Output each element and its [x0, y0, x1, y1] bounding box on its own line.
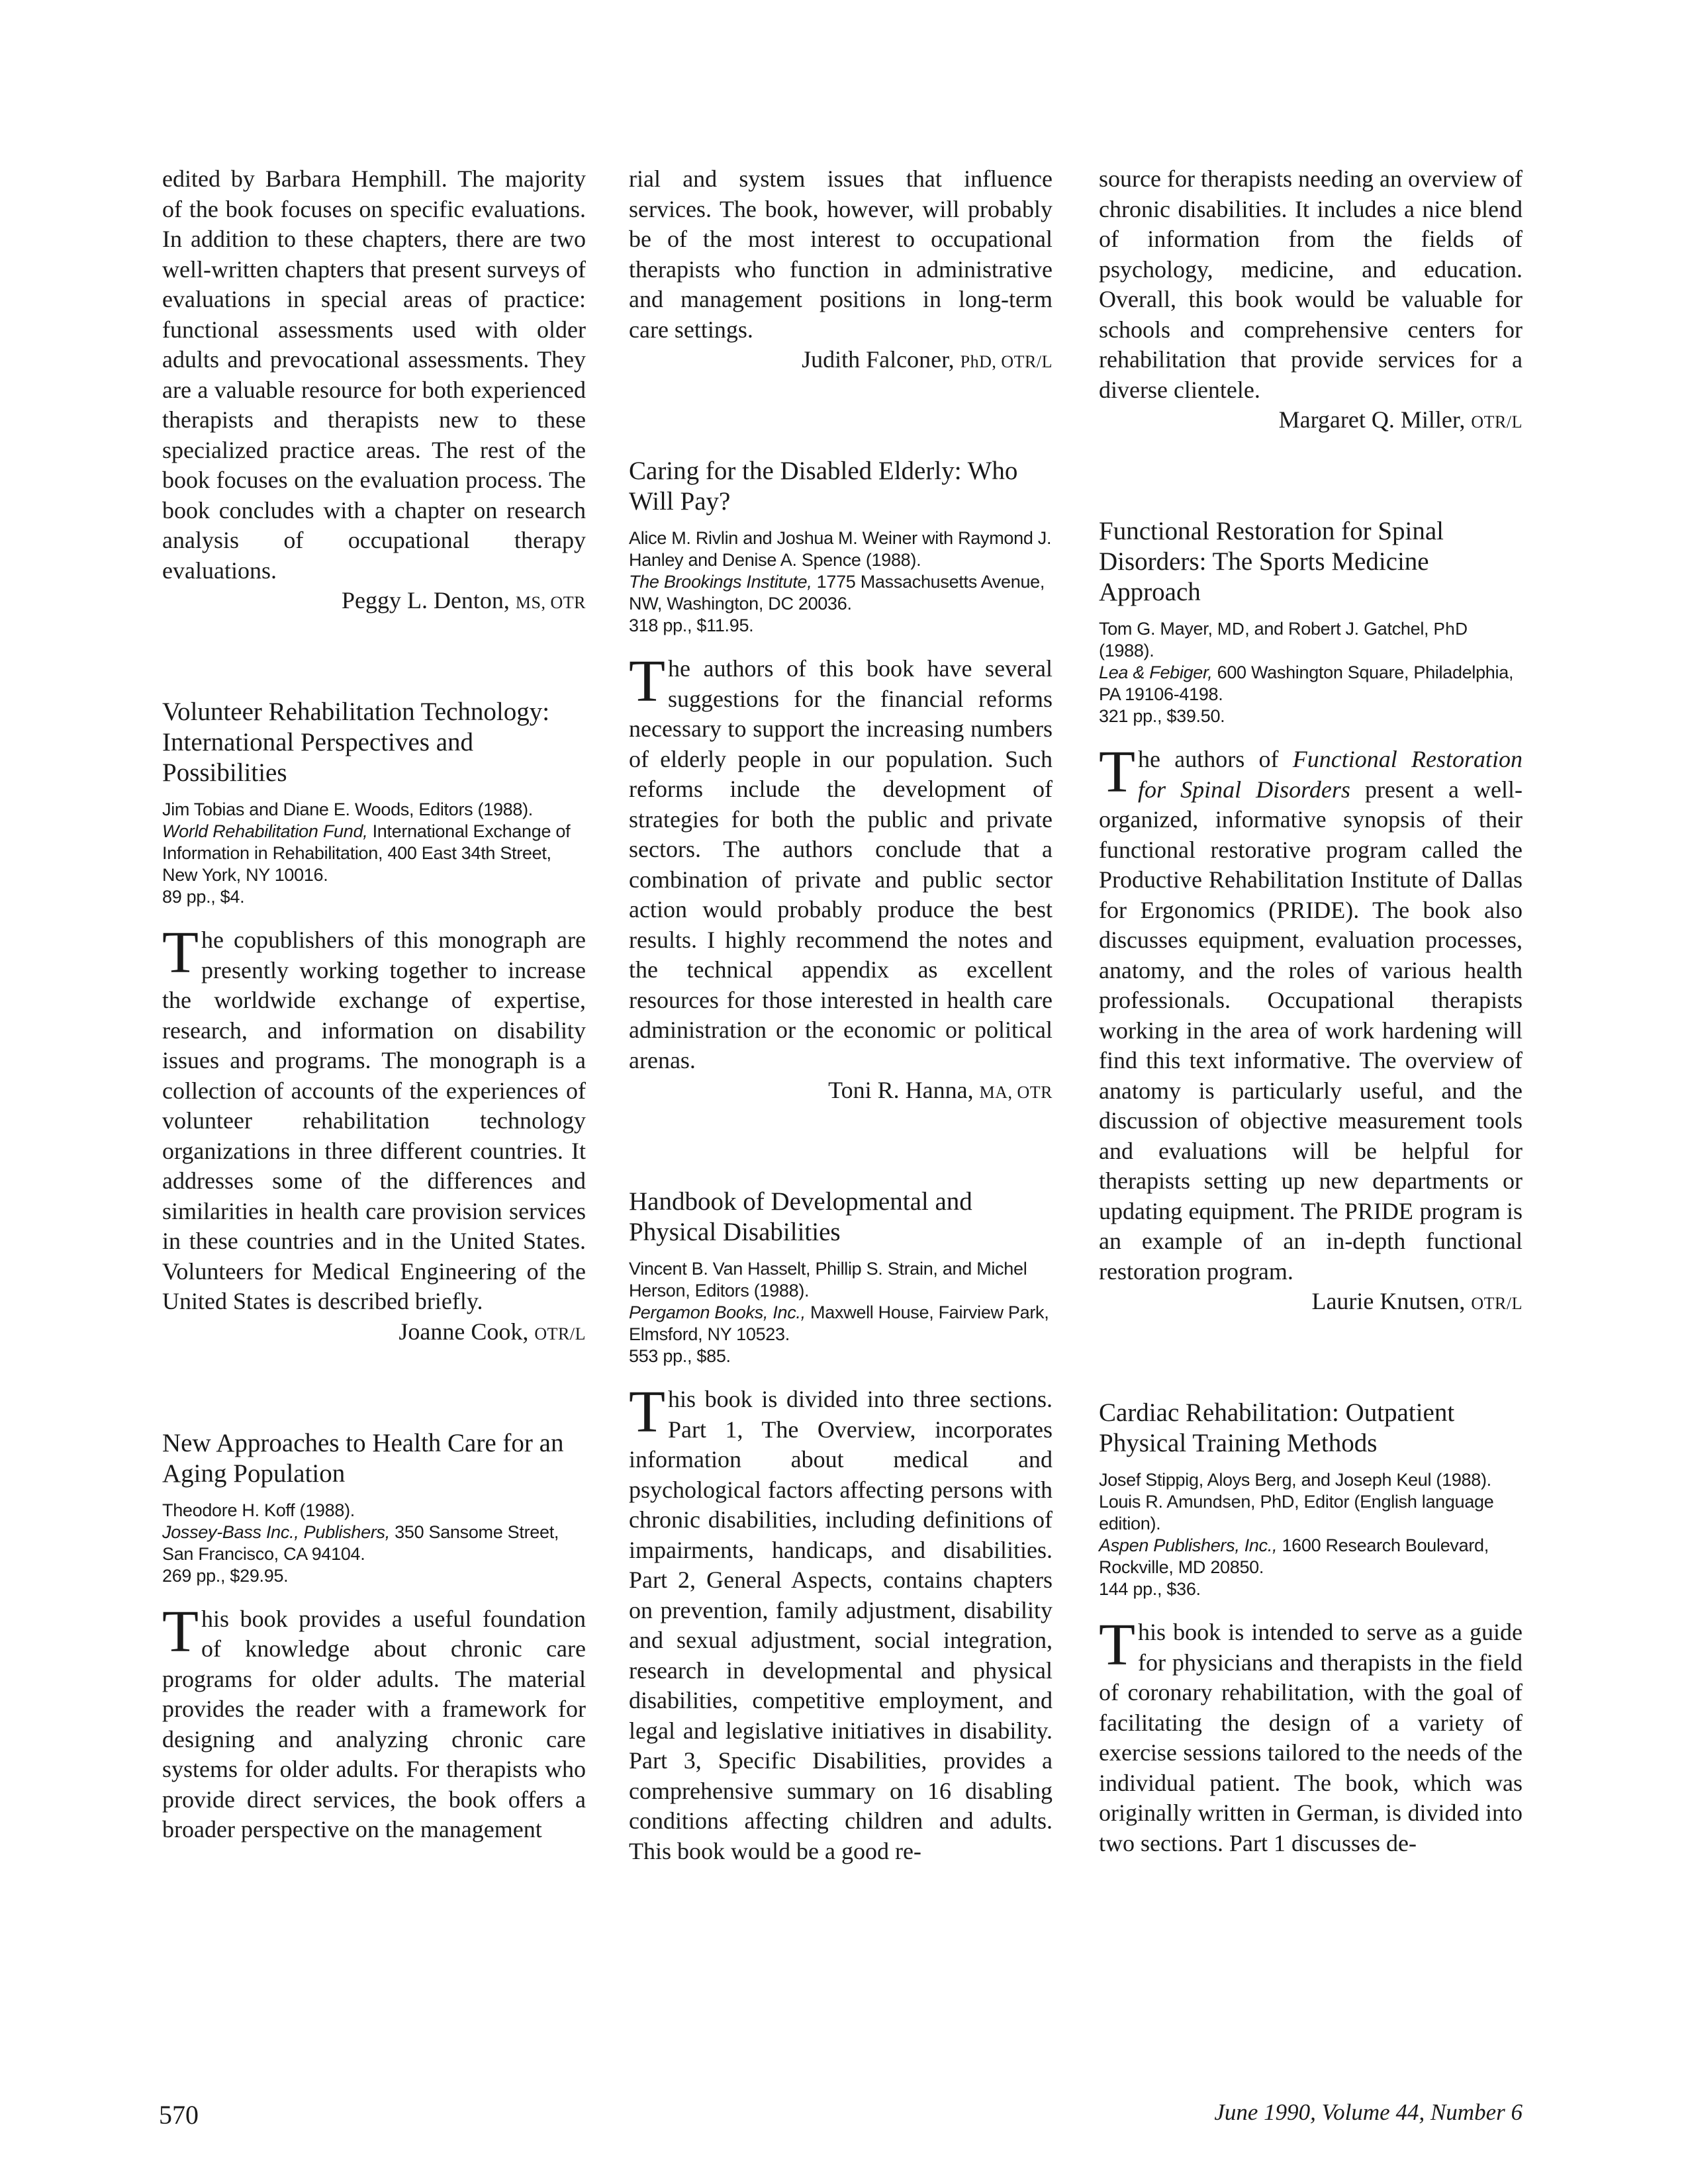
- review-title: Functional Restoration for Spinal Disorders: The Sports Medicine Approach: [1099, 517, 1444, 606]
- book-citation: Vincent B. Van Hasselt, Phillip S. Strain, and Michel Herson, Editors (1988). Pergamon Books, Inc., Maxwell House, Fairview Park, Elmsford, NY 10523. 553 pp., $85.: [629, 1259, 1049, 1366]
- book-citation: Josef Stippig, Aloys Berg, and Joseph Keul (1988). Louis R. Amundsen, PhD, Editor (English language edition). Aspen Publishers, Inc., 1600 Research Boulevard, Rockville, MD 20850. 144 pp., $36.: [1099, 1470, 1494, 1599]
- column-2: [629, 164, 1053, 1866]
- review-cardiac-rehabilitation: [1099, 1398, 1523, 1858]
- continuation-text: rial and system issues that influence services. The book, however, will probably be of the most interest to occupational therapists who function in administrative and management positions in long-term care settings.: [629, 165, 1053, 343]
- review-text: The authors of this book have several suggestions for the financial reforms necessary to support the increasing numbers of elderly people in our population. Such reforms include the development of strategies for both the public and private sectors. The authors conclude that a combination of private and public sector action would probably produce the best results. I highly recommend the notes and the technical appendix as excellent resources for those interested in health care administration or the economic or political arenas.: [629, 649, 1053, 1073]
- reviewer: Toni R. Hanna, MA, OTR: [828, 1077, 1053, 1103]
- journal-info: June 1990, Volume 44, Number 6: [1214, 2099, 1523, 2125]
- review-title: Handbook of Developmental and Physical Disabilities: [629, 1187, 972, 1246]
- reviewer: Peggy L. Denton, MS, OTR: [341, 587, 586, 614]
- review-text: This book is divided into three sections. Part 1, The Overview, incorporates information about medical and psychological factors affecting persons with chronic disabilities, including definitions of impairments, handicaps, and disabilities. Part 2, General Aspects, contains chapters on prevention, family adjustment, disability and sexual adjustment, social integration, research in developmental and physical disabilities, competitive employment, and legal and legislative initiatives in disability. Part 3, Specific Disabilities, provides a comprehensive summary on 16 disabling conditions affecting children and adults. This book would be a good re-: [629, 1379, 1053, 1864]
- review-title: New Approaches to Health Care for an Aging Population: [162, 1428, 564, 1488]
- book-title-italic: Functional Restoration for Spinal Disorders: [1137, 746, 1523, 803]
- review-text: The authors of Functional Restoration for Spinal Disorders present a well-organized, informative synopsis of their functional restorative program called the Productive Rehabilitation Institute of Dallas for Ergonomics (PRIDE). The book also discusses equipment, evaluation processes, anatomy, and the roles of various health professionals. Occupational therapists working in the area of work hardening will find this text informative. The overview of anatomy is particularly useful, and the discussion of objective measurement tools and evaluations will be helpful for therapists setting up new departments or updating equipment. The PRIDE program is an example of an in-depth functional restoration program.: [1099, 739, 1523, 1285]
- drop-cap: T: [162, 920, 199, 985]
- review-title: Caring for the Disabled Elderly: Who Will Pay?: [629, 457, 1018, 516]
- review-caring-disabled-elderly: [629, 456, 1053, 1107]
- drop-cap: T: [162, 1598, 199, 1664]
- column-1: [162, 164, 586, 1845]
- page-number: 570: [159, 2100, 199, 2130]
- continuation-text: source for therapists needing an overview of chronic disabilities. It includes a nice blend of information from the fields of psychology, medicine, and education. Overall, this book would be valuable for schools and comprehensive centers for rehabilitation that provide services for a diverse clientele.: [1099, 165, 1523, 403]
- book-citation: Alice M. Rivlin and Joshua M. Weiner with Raymond J. Hanley and Denise A. Spence (1988). The Brookings Institute, 1775 Massachusetts Avenue, NW, Washington, DC 20036. 318 pp., $11.95.: [629, 528, 1052, 635]
- column-3: [1099, 164, 1523, 1858]
- review-text: This book is intended to serve as a guide for physicians and therapists in the field of coronary rehabilitation, with the goal of facilitating the design of a variety of exercise sessions tailored to the needs of the individual patient. The book, which was originally written in German, is divided into two sections. Part 1 discusses de-: [1099, 1612, 1523, 1856]
- reviewer: Margaret Q. Miller, OTR/L: [1278, 406, 1523, 433]
- reviewer: Judith Falconer, PhD, OTR/L: [802, 346, 1053, 373]
- review-title: Volunteer Rehabilitation Technology: International Perspectives and Possibilities: [162, 698, 550, 787]
- review-new-approaches: [162, 1428, 586, 1845]
- drop-cap: T: [1099, 1612, 1135, 1678]
- review-title: Cardiac Rehabilitation: Outpatient Physical Training Methods: [1099, 1398, 1455, 1457]
- reviewer: Joanne Cook, OTR/L: [399, 1318, 586, 1345]
- review-handbook-developmental: [629, 1187, 1053, 1866]
- review-text: The copublishers of this monograph are presently working together to increase the worldwide exchange of expertise, research, and information on disability issues and programs. The monograph is a collection of accounts of the experiences of volunteer rehabilitation technology organizations in three different countries. It addresses some of the differences and similarities in health care provision services in these countries and in the United States. Volunteers for Medical Engineering of the United States is described briefly.: [162, 920, 586, 1314]
- drop-cap: T: [629, 649, 665, 714]
- reviewer: Laurie Knutsen, OTR/L: [1311, 1288, 1523, 1314]
- drop-cap: T: [1099, 739, 1135, 805]
- review-volunteer-rehabilitation: [162, 697, 586, 1349]
- drop-cap: T: [629, 1379, 665, 1445]
- continuation-text: edited by Barbara Hemphill. The majority of the book focuses on specific evaluations. In addition to these chapters, there are two well-written chapters that present surveys of evaluations in special areas of practice: functional assessments used with older adults and prevocational assessments. They are a valuable resource for both experienced therapists and therapists new to these specialized practice areas. The rest of the book focuses on the evaluation process. The book concludes with a chapter on research analysis of occupational therapy evaluations.: [162, 165, 586, 584]
- review-functional-restoration: [1099, 516, 1523, 1318]
- book-citation: Theodore H. Koff (1988). Jossey-Bass Inc., Publishers, 350 Sansome Street, San Francisco, CA 94104. 269 pp., $29.95.: [162, 1500, 559, 1586]
- review-text: This book provides a useful foundation of knowledge about chronic care programs for older adults. The material provides the reader with a framework for designing and analyzing chronic care systems for older adults. For therapists who provide direct services, the book offers a broader perspective on the management: [162, 1598, 586, 1843]
- book-citation: Jim Tobias and Diane E. Woods, Editors (1988). World Rehabilitation Fund, International Exchange of Information in Rehabilitation, 400 East 34th Street, New York, NY 10016. 89 pp., $4.: [162, 799, 571, 907]
- book-citation: Tom G. Mayer, MD, and Robert J. Gatchel, PhD (1988). Lea & Febiger, 600 Washington Square, Philadelphia, PA 19106-4198. 321 pp., $39.50.: [1099, 619, 1514, 726]
